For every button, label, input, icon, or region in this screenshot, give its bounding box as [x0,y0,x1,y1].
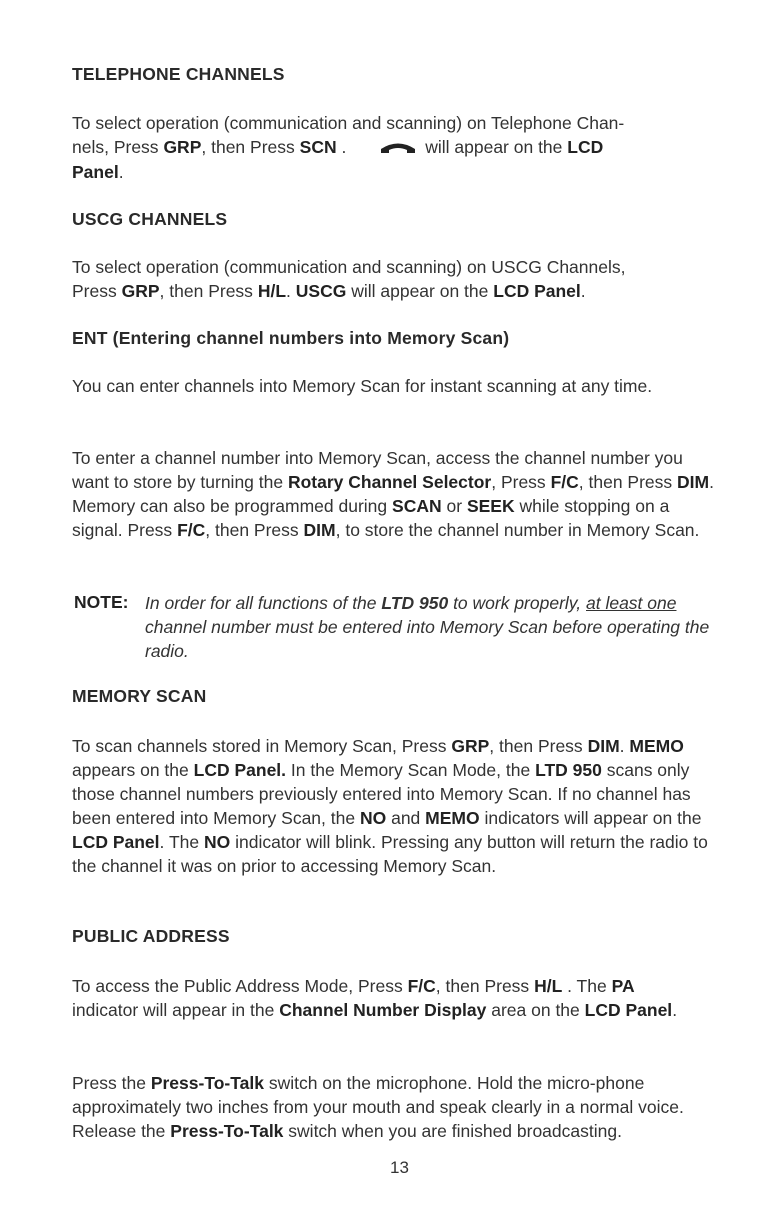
text-segment: appears on the [72,760,189,780]
indicator-memo: MEMO [629,736,684,756]
term-lcd-panel: LCD Panel [72,832,160,852]
note-label: NOTE: [74,592,129,612]
telephone-handset-icon [379,136,417,160]
heading-ent: ENT (Entering channel numbers into Memory Scan) [72,328,510,348]
text-segment: indicator will blink. Pressing any button will return the radio to the channel it was on prior to accessing Memory Scan. [72,832,708,876]
text-segment: In the Memory Scan Mode, the [290,760,531,780]
text-segment: area on the [491,1000,580,1020]
key-fc: F/C [177,520,206,540]
text-segment: . [118,162,124,183]
key-scn: SCN [299,137,337,157]
text-segment: , then Press [489,736,583,756]
indicator-pa: PA [611,976,635,996]
heading-telephone-channels: TELEPHONE CHANNELS [72,64,285,84]
term-press-to-talk: Press-To-Talk [170,1121,284,1141]
key-grp: GRP [121,281,160,301]
text-segment: nels, Press [72,137,159,157]
paragraph-memory-scan [72,734,720,878]
text-segment: switch when you are finished broadcasting. [288,1121,622,1141]
key-hl: H/L [534,976,563,996]
indicator-no: NO [203,832,231,852]
key-hl: H/L [257,281,287,301]
text-segment: Press [72,281,117,301]
text-segment: . [619,736,625,756]
term-lcd: LCD [567,137,604,157]
text-segment: indicators will appear on the [484,808,702,828]
indicator-memo: MEMO [425,808,480,828]
paragraph-public-address-mode [72,974,702,1022]
indicator-no: NO [359,808,387,828]
text-segment: and [391,808,421,828]
note-text [145,591,715,663]
emphasis-at-least-one: at least one [586,593,677,613]
term-channel-number-display: Channel Number Display [279,1000,487,1020]
text-segment: To select operation (communication and scanning) on USCG Channels, [72,257,626,277]
key-fc: F/C [407,976,436,996]
page-number: 13 [390,1158,409,1177]
text-segment: to work properly, [453,593,582,613]
text-segment: Press the [72,1073,146,1093]
heading-public-address: PUBLIC ADDRESS [72,926,230,946]
term-rotary-channel-selector: Rotary Channel Selector [287,472,492,492]
text-segment: indicator will appear in the [72,1000,275,1020]
text-segment: , then Press [201,137,295,157]
text-segment: , then Press [205,520,299,540]
text-segment: or [446,496,463,516]
indicator-uscg: USCG [295,281,347,301]
text-segment: To scan channels stored in Memory Scan, Press [72,736,447,756]
term-ltd-950: LTD 950 [535,760,602,780]
heading-uscg-channels: USCG CHANNELS [72,209,228,229]
text-segment: . [580,281,586,301]
text-segment: . [341,137,347,157]
text-segment: In order for all functions of the [145,593,377,613]
text-segment: To select operation (communication and scanning) on Telephone Chan- [72,113,625,133]
text-segment: To access the Public Address Mode, Press [72,976,403,996]
text-segment: To enter a channel number into Memory Scan, access the channel number you want to store by turning the [72,448,683,492]
paragraph-ent-intro: You can enter channels into Memory Scan for instant scanning at any time. [72,376,653,396]
text-segment: . [672,1000,678,1020]
term-lcd-panel: LCD Panel [493,281,581,301]
text-segment: scans only those channel numbers previously entered into Memory Scan. If no channel has been entered into Memory Scan, the [72,760,691,828]
key-fc: F/C [550,472,579,492]
text-segment: . [286,281,291,301]
paragraph-telephone-channels [72,111,722,184]
term-lcd-panel: LCD Panel. [193,760,287,780]
text-segment: , Press [491,472,546,492]
term-panel: Panel [72,162,119,183]
key-grp: GRP [163,137,202,157]
paragraph-press-to-talk [72,1071,722,1143]
key-grp: GRP [451,736,490,756]
text-segment: switch on the microphone. Hold the micro-phone approximately two inches from your mouth and speak clearly in a normal voice. Release the [72,1073,684,1141]
text-segment: , then Press [435,976,530,996]
term-ltd-950: LTD 950 [381,593,449,613]
term-lcd-panel: LCD Panel [584,1000,673,1020]
paragraph-ent-instructions [72,446,722,542]
text-segment: . The [567,976,607,996]
key-dim: DIM [303,520,336,540]
text-segment: , then Press [159,281,253,301]
text-segment: . The [159,832,200,852]
text-segment: channel number must be entered into Memory Scan before operating the radio. [145,617,710,661]
text-segment: will appear on the [351,281,489,301]
key-dim: DIM [587,736,620,756]
text-segment: . Memory can also be programmed during [72,472,714,516]
text-segment: , then Press [578,472,673,492]
term-seek: SEEK [466,496,515,516]
term-scan: SCAN [392,496,442,516]
text-segment: , to store the channel number in Memory Scan. [335,520,700,540]
text-segment: while stopping on a signal. Press [72,496,670,540]
key-dim: DIM [677,472,710,492]
paragraph-uscg-channels [72,255,722,303]
text-segment: will appear on the [425,137,563,157]
heading-memory-scan: MEMORY SCAN [72,686,207,706]
term-press-to-talk: Press-To-Talk [150,1073,264,1093]
